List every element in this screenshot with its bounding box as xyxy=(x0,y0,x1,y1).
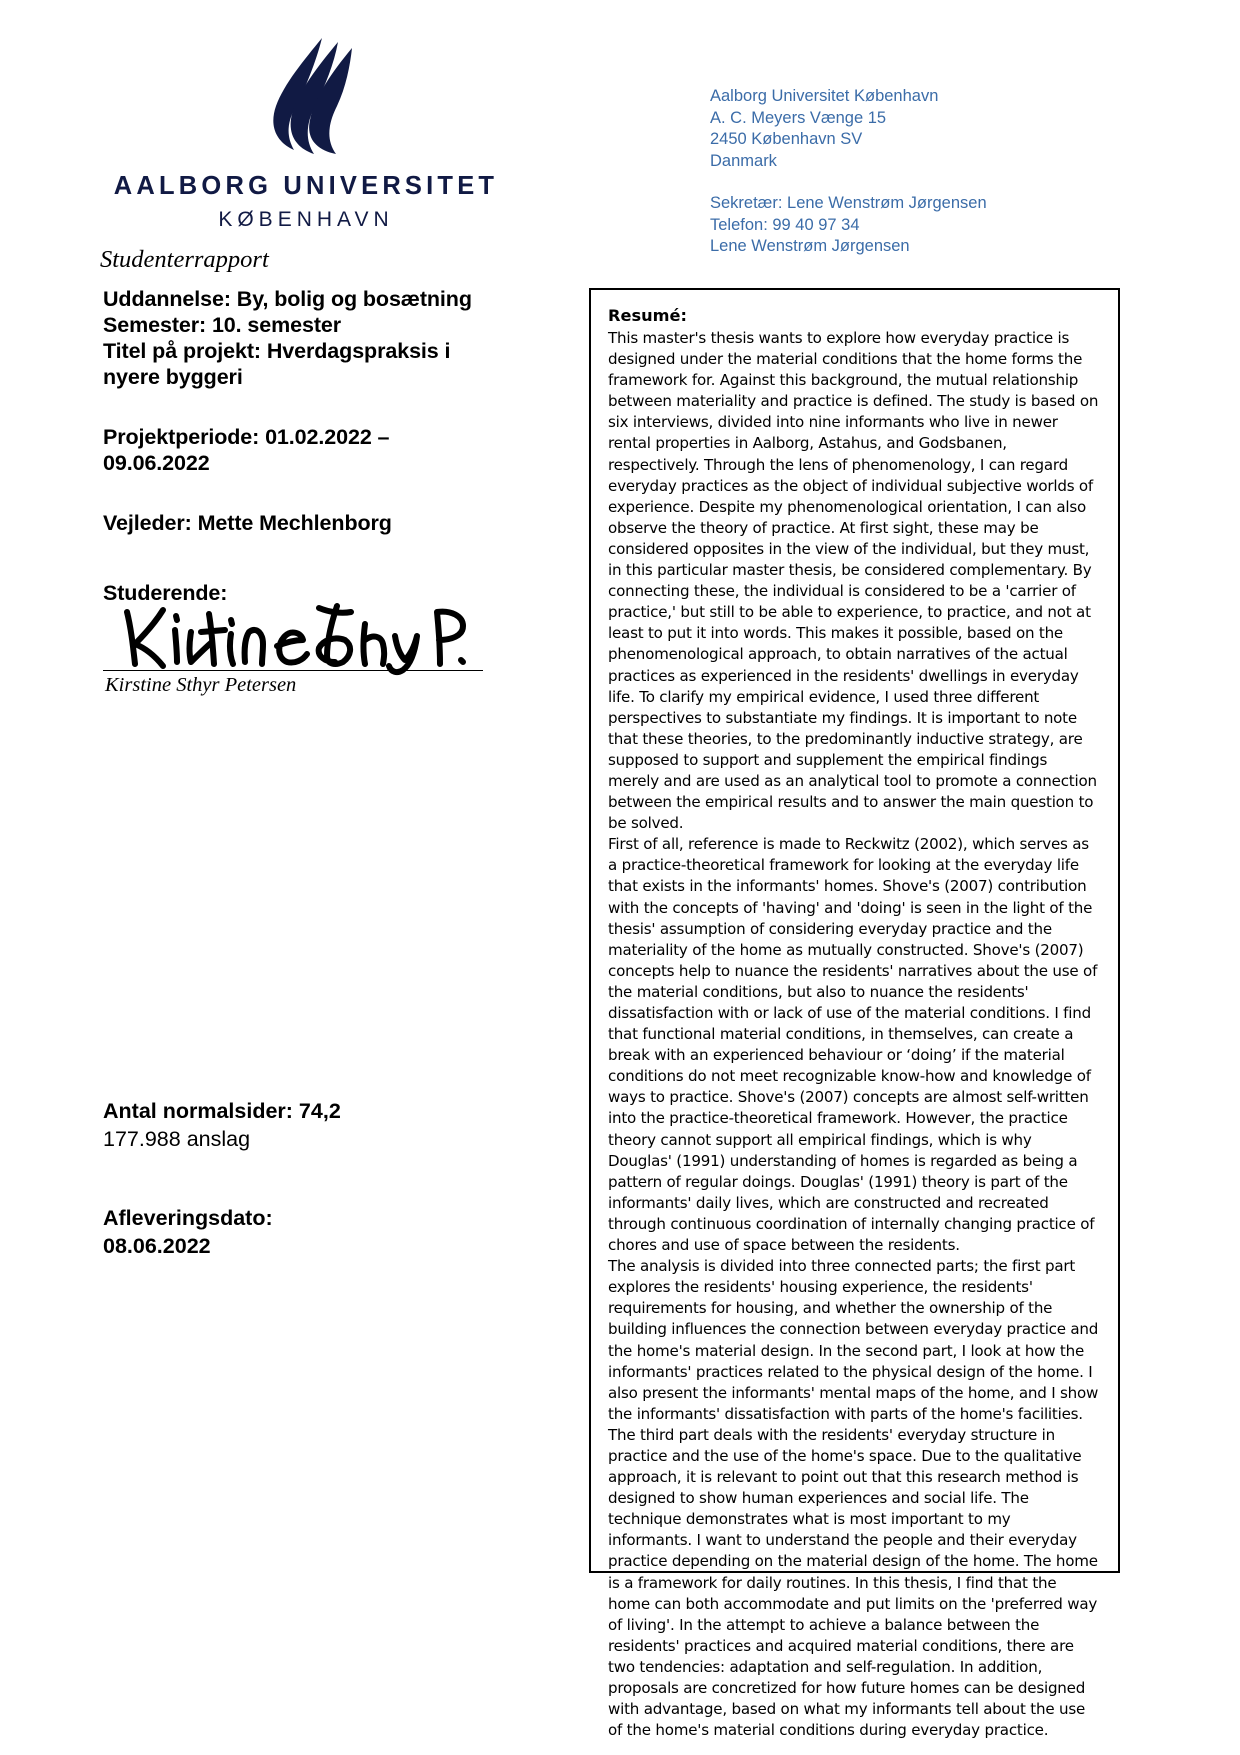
abstract-box xyxy=(589,288,1120,1740)
students-label: Studerende: xyxy=(103,581,228,605)
abstract-paragraph: The analysis is divided into three connected parts; the first part explores the residents' housing experience, the residents' requirements for housing, and whether the ownership of the building influences the connection between everyday practice and the home's material design. In the second part, I look at how the informants' practices related to the physical design of the home. I also present the informants' mental maps of the home, and I show the informants' dissatisfaction with parts of the home's facilities. The third part deals with the residents' everyday structure in practice and the use of the home's space. Due to the qualitative approach, it is relevant to point out that this research method is designed to show human experiences and social life. The technique demonstrates what is most important to my informants. I want to understand the people and their everyday practice depending on the material design of the home. The home is a framework for daily routines. In this thesis, I find that the home can both accommodate and put limits on the 'preferred way of living'. In the attempt to achieve a balance between the residents' practices and acquired material conditions, there are two tendencies: adaptation and self-regulation. In addition, proposals are concretized for how future homes can be designed with advantage, based on what my informants tell about the use of the home's material conditions during everyday practice. xyxy=(608,1257,1099,1740)
aau-wave-logo-icon xyxy=(250,36,362,158)
delivery-label: Afleveringsdato: xyxy=(103,1206,273,1230)
student-printed-name: Kirstine Sthyr Petersen xyxy=(105,674,297,696)
education-line: Uddannelse: By, bolig og bosætning xyxy=(103,287,472,311)
project-title-line-2: nyere byggeri xyxy=(103,365,243,389)
project-title-line-1: Titel på projekt: Hverdagspraksis i xyxy=(103,339,451,363)
university-branding xyxy=(96,36,516,274)
normal-pages-line: Antal normalsider: 74,2 xyxy=(103,1099,341,1123)
handwritten-signature-icon xyxy=(113,594,473,676)
spacer xyxy=(103,390,513,424)
project-metadata xyxy=(103,286,513,696)
contact-line: Danmark xyxy=(710,151,777,170)
contact-line: Aalborg Universitet København xyxy=(710,87,939,105)
abstract-heading: Resumé: xyxy=(608,306,687,325)
page-count-block xyxy=(103,1098,513,1154)
contact-secretary: Sekretær: Lene Wenstrøm Jørgensen xyxy=(710,194,987,212)
report-type-label: Studenterrapport xyxy=(100,246,269,273)
spacer xyxy=(103,476,513,510)
contact-line: A. C. Meyers Vænge 15 xyxy=(710,108,887,127)
contact-secretary-name: Lene Wenstrøm Jørgensen xyxy=(710,237,910,255)
supervisor-line: Vejleder: Mette Mechlenborg xyxy=(103,511,392,535)
spacer xyxy=(103,536,513,580)
semester-line: Semester: 10. semester xyxy=(103,313,342,337)
contact-divider-space xyxy=(710,172,1040,193)
signature-area xyxy=(103,608,493,696)
character-count-line: 177.988 anslag xyxy=(103,1127,251,1151)
abstract-paragraph: This master's thesis wants to explore how everyday practice is designed under the material conditions that the home forms the framework for. Against this background, the mutual relationship between materiality and practice is defined. The study is based on six interviews, divided into nine informants who live in newer rental properties in Aalborg, Astahus, and Godsbanen, respectively. Through the lens of phenomenology, I can regard everyday practices as the object of individual subjective worlds of experience. Despite my phenomenological orientation, I can also observe the theory of practice. At first sight, these may be considered opposites in the view of the individual, but they must, in this particular master thesis, be considered complementary. By connecting these, the individual is considered to be a 'carrier of practice,' but still to be able to experience, to practice, and not at least to put it into words. This makes it possible, based on the phenomenological approach, to obtain narratives of the actual practices as experienced in the residents' dwellings in everyday life. To clarify my empirical evidence, I used three different perspectives to substantiate my findings. It is important to note that these theories, to the predominantly inductive strategy, are supposed to support and supplement the empirical findings merely and are used as an analytical tool to promote a connection between the empirical results and to answer the main question to be solved. xyxy=(608,329,1099,833)
delivery-date-block xyxy=(103,1204,513,1260)
project-period-line-1: Projektperiode: 01.02.2022 – xyxy=(103,425,390,449)
wordmark: AALBORG UNIVERSITET xyxy=(113,172,499,200)
delivery-date: 08.06.2022 xyxy=(103,1234,211,1258)
signature-rule xyxy=(103,670,483,671)
contact-phone: Telefon: 99 40 97 34 xyxy=(710,215,860,234)
campus-name: KØBENHAVN xyxy=(218,208,394,231)
abstract-paragraph: First of all, reference is made to Reckwitz (2002), which serves as a practice-theoretical framework for looking at the everyday life that exists in the informants' homes. Shove's (2007) contribution with the concepts of 'having' and 'doing' is seen in the light of the thesis' assumption of considering everyday practice and the materiality of the home as mutually constructed. Shove's (2007) concepts help to nuance the residents' narratives about the use of the material conditions, but also to nuance the residents' dissatisfaction with or lack of use of the material conditions. I find that functional material conditions, in themselves, can create a break with an experienced behaviour or ‘doing’ if the material conditions do not meet recognizable know-how and knowledge of ways to practice. Shove's (2007) concepts are almost self-written into the practice-theoretical framework. However, the practice theory cannot support all empirical findings, which is why Douglas' (1991) understanding of homes is regarded as being a pattern of regular doings. Douglas' (1991) theory is part of the informants' daily lives, which are constructed and recreated through continuous coordination of internally changing practice of chores and use of space between the residents. xyxy=(608,835,1098,1255)
project-period-line-2: 09.06.2022 xyxy=(103,451,210,475)
contact-block xyxy=(710,86,1040,258)
contact-line: 2450 København SV xyxy=(710,130,863,148)
